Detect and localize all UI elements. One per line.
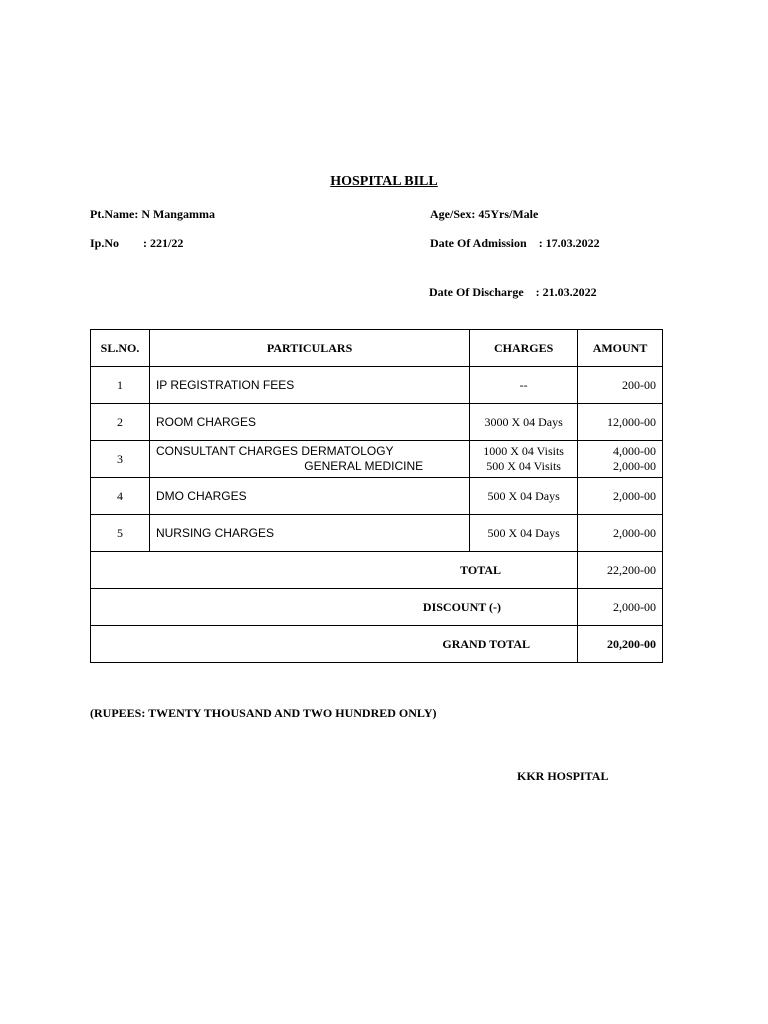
- total-label: TOTAL: [91, 552, 578, 589]
- age-sex-value: 45Yrs/Male: [478, 207, 539, 221]
- header-amount: AMOUNT: [578, 330, 663, 367]
- row-particulars: DMO CHARGES: [149, 478, 469, 515]
- discharge-date-label: Date Of Discharge: [429, 285, 524, 299]
- patient-name-value: N Mangamma: [141, 207, 215, 221]
- row-sl: 4: [91, 478, 150, 515]
- age-sex-label: Age/Sex:: [430, 207, 476, 221]
- hospital-name: KKR HOSPITAL: [517, 769, 609, 783]
- row-amount: 2,000-00: [578, 478, 663, 515]
- grand-total-label: GRAND TOTAL: [91, 626, 578, 663]
- row-sl: 5: [91, 515, 150, 552]
- discharge-date-field: [429, 285, 597, 300]
- discount-row: [91, 589, 663, 626]
- discharge-date-value: : 21.03.2022: [535, 285, 597, 299]
- patient-name-label: Pt.Name:: [90, 207, 139, 221]
- row-charges: 500 X 04 Days: [470, 478, 578, 515]
- row-charges: --: [470, 367, 578, 404]
- bill-table: [90, 329, 663, 663]
- row-particulars: [149, 441, 469, 478]
- row-charges: 3000 X 04 Days: [470, 404, 578, 441]
- total-row: [91, 552, 663, 589]
- row-charges: 500 X 04 Days: [470, 515, 578, 552]
- charges-line-1: 1000 X 04 Visits: [483, 444, 564, 458]
- charges-line-2: 500 X 04 Visits: [486, 459, 561, 473]
- table-row: [91, 441, 663, 478]
- ip-no-label: Ip.No: [90, 236, 120, 250]
- header-particulars: PARTICULARS: [149, 330, 469, 367]
- row-amount: 12,000-00: [578, 404, 663, 441]
- row-particulars: IP REGISTRATION FEES: [149, 367, 469, 404]
- row-particulars: NURSING CHARGES: [149, 515, 469, 552]
- ip-no-value: : 221/22: [143, 236, 184, 250]
- admission-date-field: [430, 236, 600, 251]
- row-charges: [470, 441, 578, 478]
- row-amount: 2,000-00: [578, 515, 663, 552]
- table-row: [91, 404, 663, 441]
- header-charges: CHARGES: [470, 330, 578, 367]
- amount-line-2: 2,000-00: [613, 459, 656, 473]
- patient-name-field: [90, 207, 215, 222]
- grand-total-value: 20,200-00: [578, 626, 663, 663]
- table-row: [91, 478, 663, 515]
- discount-value: 2,000-00: [578, 589, 663, 626]
- table-row: [91, 367, 663, 404]
- row-particulars: ROOM CHARGES: [149, 404, 469, 441]
- admission-date-label: Date Of Admission: [430, 236, 527, 250]
- table-row: [91, 515, 663, 552]
- age-sex-field: [430, 207, 538, 222]
- amount-in-words: (RUPEES: TWENTY THOUSAND AND TWO HUNDRED ONLY): [90, 706, 437, 720]
- particulars-line-2: GENERAL MEDICINE: [304, 459, 424, 473]
- row-amount: [578, 441, 663, 478]
- admission-date-value: : 17.03.2022: [538, 236, 600, 250]
- amount-line-1: 4,000-00: [613, 444, 656, 458]
- total-value: 22,200-00: [578, 552, 663, 589]
- bill-title: HOSPITAL BILL: [330, 174, 438, 189]
- row-amount: 200-00: [578, 367, 663, 404]
- ip-no-field: [90, 236, 183, 251]
- grand-total-row: [91, 626, 663, 663]
- header-sl-no: SL.NO.: [91, 330, 150, 367]
- table-header-row: [91, 330, 663, 367]
- row-sl: 2: [91, 404, 150, 441]
- particulars-line-1: CONSULTANT CHARGES DERMATOLOGY: [155, 444, 394, 458]
- discount-label: DISCOUNT (-): [91, 589, 578, 626]
- row-sl: 1: [91, 367, 150, 404]
- row-sl: 3: [91, 441, 150, 478]
